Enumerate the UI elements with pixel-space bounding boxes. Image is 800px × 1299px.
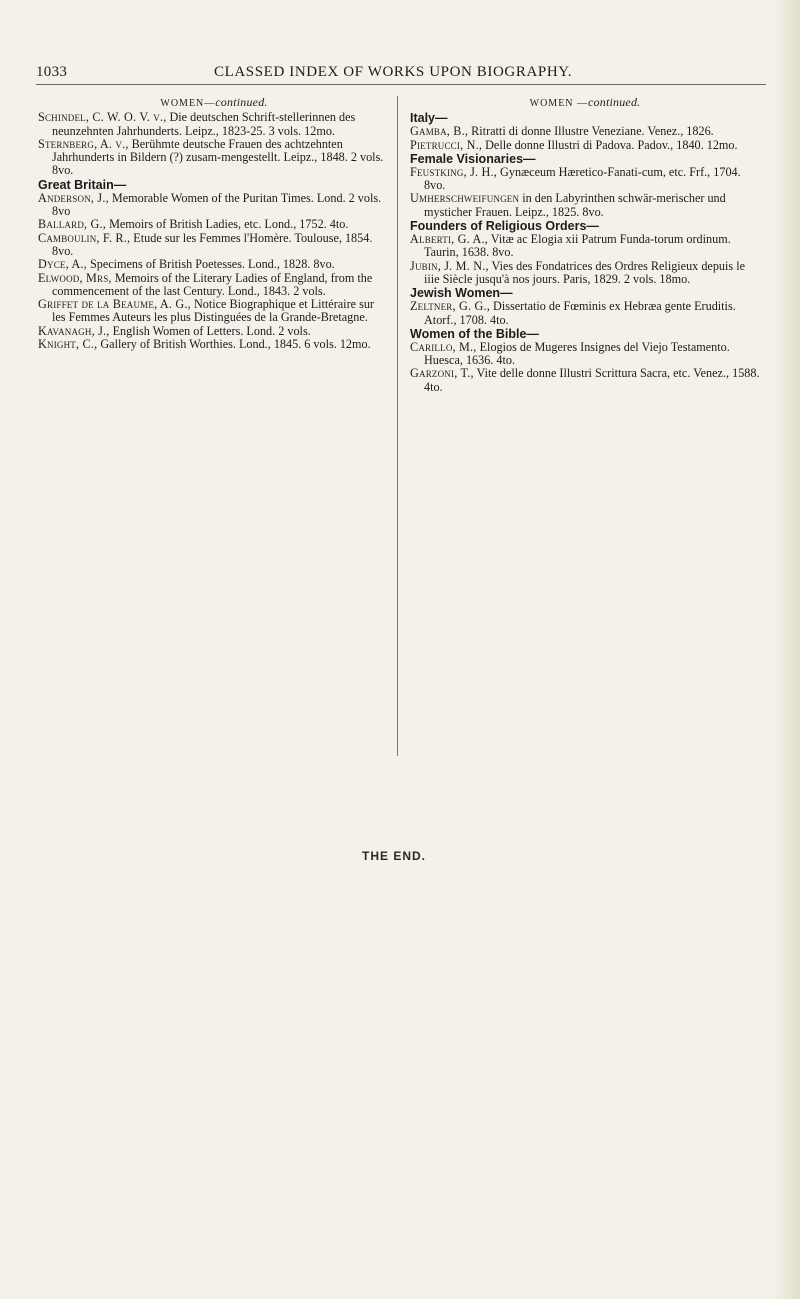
end-mark: THE END.	[362, 849, 427, 863]
entry-author: Schindel, C. W. O. V. v.,	[38, 110, 167, 125]
left-heading-continued: continued.	[215, 95, 268, 109]
entry-author: Anderson, J.,	[38, 190, 109, 205]
right-column-heading	[410, 96, 760, 110]
entry-text: Ritratti di donne Illustre Veneziane. Venez., 1826.	[468, 124, 714, 139]
bib-entry	[410, 125, 760, 138]
entry-text: Gallery of British Worthies. Lond., 1845. 6 vols. 12mo.	[97, 337, 371, 352]
entry-author: Feustking, J. H.,	[410, 164, 497, 179]
bib-entry	[410, 192, 760, 219]
bib-entry	[38, 258, 390, 271]
entry-author: Zeltner, G. G.,	[410, 299, 490, 314]
entry-author: Pietrucci, N.,	[410, 137, 483, 152]
bib-entry	[38, 111, 390, 138]
entry-author: Ballard, G.,	[38, 217, 107, 232]
entry-text: Memorable Women of the Puritan Times. Lond. 2 vols. 8vo	[52, 190, 382, 219]
entry-text: Vitæ ac Elogia xii Patrum Funda-torum ordinum. Taurin, 1638. 8vo.	[424, 232, 731, 260]
entry-author: Jubin, J. M. N.,	[410, 258, 489, 273]
section-heading-italy: Italy—	[410, 111, 448, 126]
entry-author: Sternberg, A. v.,	[38, 136, 129, 151]
entry-text: Delle donne Illustri di Padova. Padov., 1840. 12mo.	[482, 137, 738, 152]
right-column	[410, 96, 760, 394]
bib-entry	[410, 300, 760, 327]
entry-text: Specimens of British Poetesses. Lond., 1828. 8vo.	[86, 257, 335, 272]
bib-entry	[38, 272, 390, 299]
entry-author: Camboulin, F. R.,	[38, 230, 131, 245]
bib-entry	[38, 232, 390, 259]
section-heading-founders-of-religious-orders: Founders of Religious Orders—	[410, 219, 599, 234]
entry-author: Gamba, B.,	[410, 124, 469, 139]
section-heading-female-visionaries: Female Visionaries—	[410, 151, 536, 166]
bib-entry	[38, 325, 390, 338]
page-edge-shading	[774, 0, 800, 1299]
entry-text: Elogios de Mugeres Insignes del Viejo Testamento. Huesca, 1636. 4to.	[424, 339, 730, 368]
entry-text: Die deutschen Schrift-stellerinnen des neunzehnten Jahrhunderts. Leipz., 1823-25. 3 vols. 12mo.	[52, 110, 356, 138]
entry-author: Elwood, Mrs,	[38, 270, 112, 285]
entry-author: Carillo, M.,	[410, 339, 477, 354]
section-heading-women-of-the-bible: Women of the Bible—	[410, 326, 539, 341]
entry-text: Berühmte deutsche Frauen des achtzehnten Jahrhunderts in Bildern (?) zusam-mengestellt. Leipz., 1848. 2 vols. 8vo.	[52, 136, 384, 178]
entry-author: Knight, C.,	[38, 337, 98, 352]
bib-entry	[410, 139, 760, 152]
header-rule	[36, 84, 766, 85]
right-heading-word: WOMEN —	[529, 98, 589, 109]
entry-text: Etude sur les Femmes l'Homère. Toulouse, 1854. 8vo.	[52, 230, 373, 258]
entry-text: Vite delle donne Illustri Scrittura Sacra, etc. Venez., 1588. 4to.	[424, 366, 760, 394]
page-header	[36, 64, 766, 86]
bib-entry	[410, 367, 760, 394]
left-column	[38, 96, 390, 351]
section-heading-jewish-women: Jewish Women—	[410, 286, 513, 301]
bib-entry	[410, 341, 760, 368]
entry-author: Umherschweifungen	[410, 191, 520, 206]
bib-entry	[38, 338, 390, 351]
bib-entry	[410, 260, 760, 287]
section-heading-great-britain: Great Britain—	[38, 177, 127, 192]
entry-text: in den Labyrinthen schwär-merischer und mysticher Frauen. Leipz., 1825. 8vo.	[424, 191, 726, 219]
right-heading-continued: continued.	[588, 95, 641, 109]
bib-entry	[410, 166, 760, 193]
bib-entry	[38, 218, 390, 231]
bib-entry	[38, 138, 390, 178]
entry-author: Garzoni, T.,	[410, 366, 474, 381]
column-divider	[397, 96, 398, 756]
entry-text: English Women of Letters. Lond. 2 vols.	[109, 323, 311, 338]
entry-text: Gynæceum Hæretico-Fanati-cum, etc. Frf., 1704. 8vo.	[424, 164, 741, 193]
page-number: 1033	[36, 64, 68, 80]
entry-text: Memoirs of British Ladies, etc. Lond., 1752. 4to.	[106, 217, 349, 232]
running-title: CLASSED INDEX OF WORKS UPON BIOGRAPHY.	[214, 64, 573, 80]
bib-entry	[38, 298, 390, 325]
entry-author: Kavanagh, J.,	[38, 323, 110, 338]
entry-author: Dyce, A.,	[38, 257, 87, 272]
left-heading-word: WOMEN—	[160, 98, 216, 109]
bib-entry	[410, 233, 760, 260]
entry-text: Dissertatio de Fœminis ex Hebræa gente Eruditis. Atorf., 1708. 4to.	[424, 299, 736, 327]
bib-entry	[38, 192, 390, 219]
entry-text: Notice Biographique et Littéraire sur les Femmes Auteurs les plus Distinguées de la Grande-Bretagne.	[52, 297, 374, 325]
left-column-heading	[38, 96, 390, 110]
entry-text: Vies des Fondatrices des Ordres Religieux depuis le iiie Siècle jusqu'à nos jours. Paris, 1829. 2 vols. 18mo.	[424, 258, 745, 286]
entry-author: Alberti, G. A.,	[410, 232, 488, 247]
entry-author: Griffet de la Beaume, A. G.,	[38, 297, 191, 312]
entry-text: Memoirs of the Literary Ladies of England, from the commencement of the last Century. Lond., 1843. 2 vols.	[52, 270, 373, 298]
